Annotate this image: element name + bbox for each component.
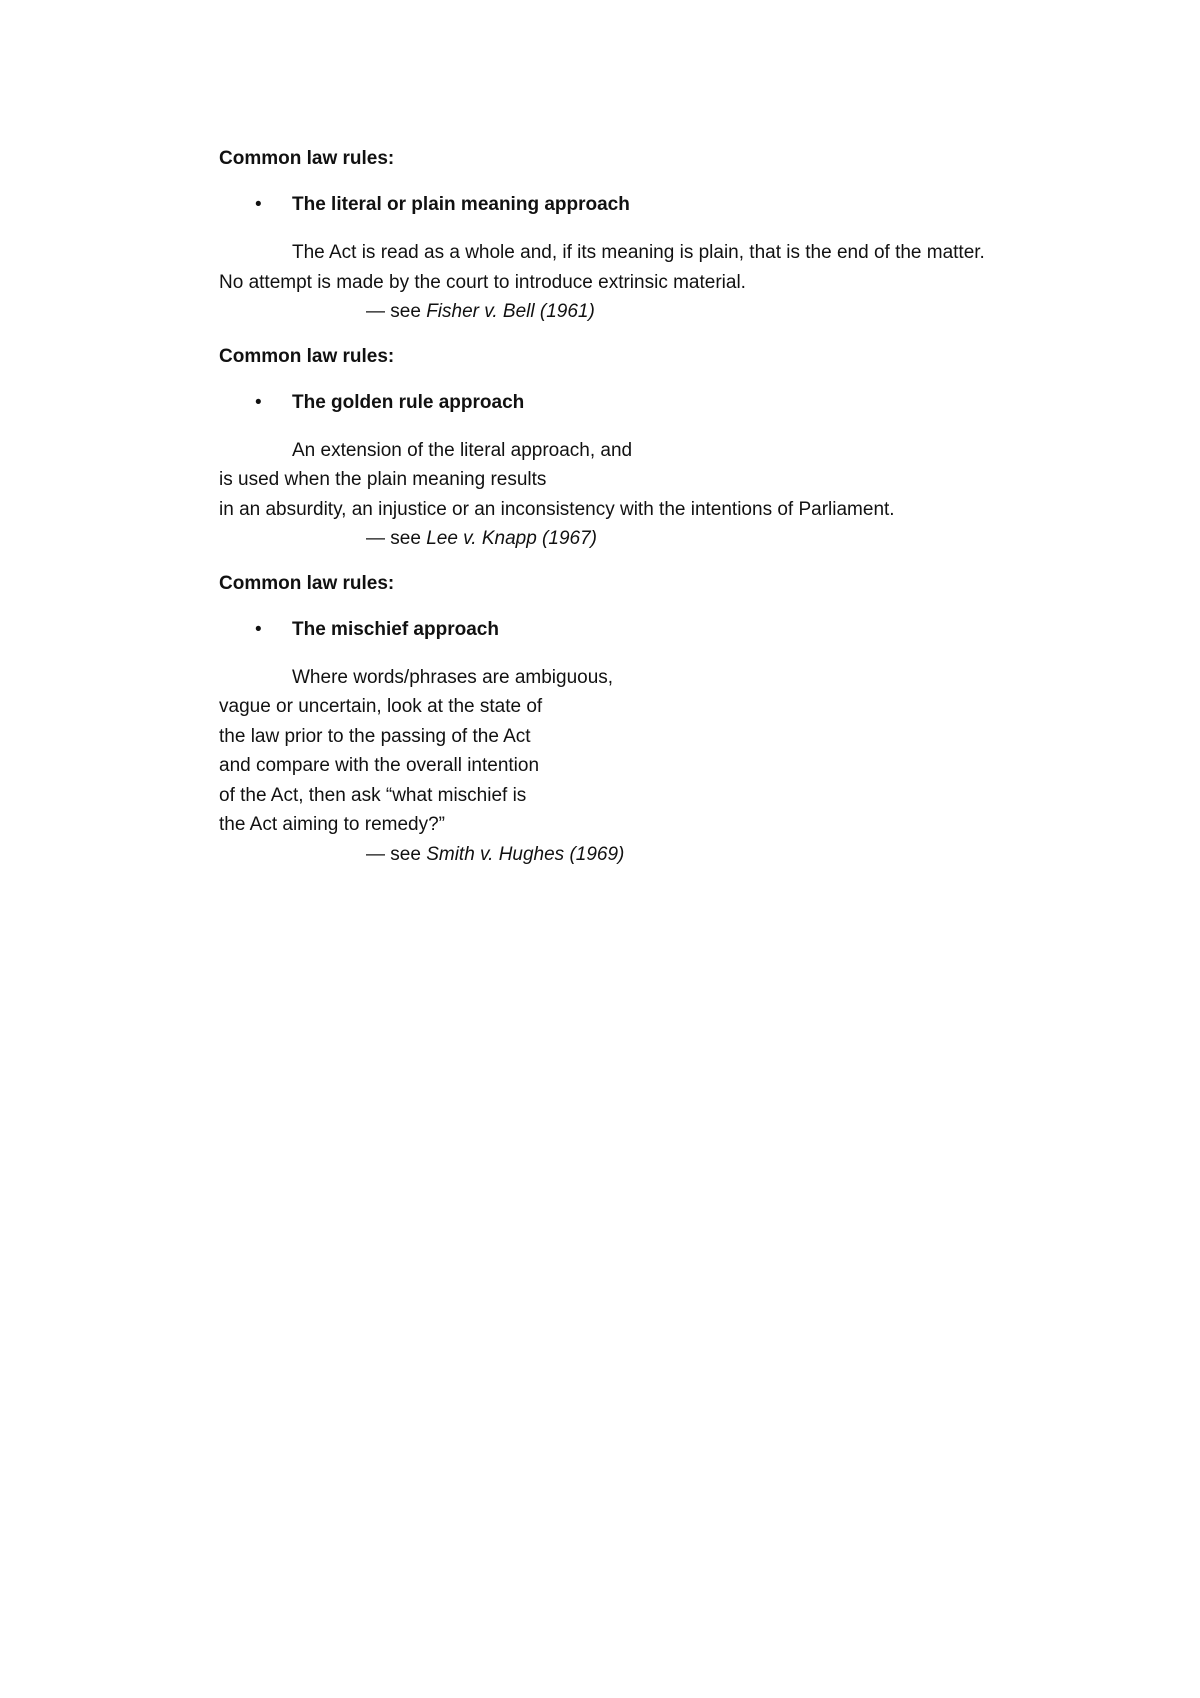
bullet-item bbox=[219, 192, 1119, 218]
section-body bbox=[219, 436, 1119, 554]
bullet-title: The mischief approach bbox=[292, 618, 499, 640]
body-line: the law prior to the passing of the Act bbox=[219, 725, 531, 747]
case-name: Fisher v. Bell (1961) bbox=[426, 301, 595, 322]
bullet-icon: • bbox=[255, 618, 262, 640]
bullet-title: The literal or plain meaning approach bbox=[292, 194, 630, 215]
bullet-item bbox=[219, 390, 1119, 416]
section-literal-approach bbox=[219, 146, 1119, 344]
body-line: in an absurdity, an injustice or an inconsistency with the intentions of Parliament. bbox=[219, 498, 895, 520]
section-heading: Common law rules: bbox=[219, 148, 395, 169]
bullet-icon: • bbox=[255, 194, 262, 215]
body-line: No attempt is made by the court to introduce extrinsic material. bbox=[219, 271, 746, 293]
body-line: Where words/phrases are ambiguous, bbox=[292, 666, 614, 688]
see-prefix: — see bbox=[366, 843, 427, 865]
case-reference bbox=[219, 524, 1119, 554]
body-line: vague or uncertain, look at the state of bbox=[219, 696, 543, 717]
section-body bbox=[219, 663, 1119, 870]
body-line: is used when the plain meaning results bbox=[219, 469, 547, 490]
section-mischief-approach bbox=[219, 571, 1119, 870]
section-golden-rule bbox=[219, 344, 1119, 571]
body-line: The Act is read as a whole and, if its meaning is plain, that is the end of the matter. bbox=[292, 242, 985, 263]
body-line: the Act aiming to remedy?” bbox=[219, 814, 445, 835]
bullet-icon: • bbox=[255, 391, 262, 413]
see-prefix: — see bbox=[366, 301, 427, 322]
case-name: Smith v. Hughes (1969) bbox=[426, 843, 625, 865]
body-line: of the Act, then ask “what mischief is bbox=[219, 784, 527, 806]
case-name: Lee v. Knapp (1967) bbox=[426, 528, 597, 549]
bullet-title: The golden rule approach bbox=[292, 391, 525, 413]
document-body bbox=[219, 146, 1119, 869]
section-heading: Common law rules: bbox=[219, 572, 395, 594]
bullet-item bbox=[219, 617, 1119, 643]
case-reference bbox=[219, 297, 1119, 327]
section-body bbox=[219, 238, 1119, 327]
see-prefix: — see bbox=[366, 528, 427, 549]
body-line: An extension of the literal approach, and bbox=[292, 439, 633, 461]
case-reference bbox=[219, 840, 1119, 870]
section-heading: Common law rules: bbox=[219, 345, 395, 367]
body-line: and compare with the overall intention bbox=[219, 755, 540, 776]
